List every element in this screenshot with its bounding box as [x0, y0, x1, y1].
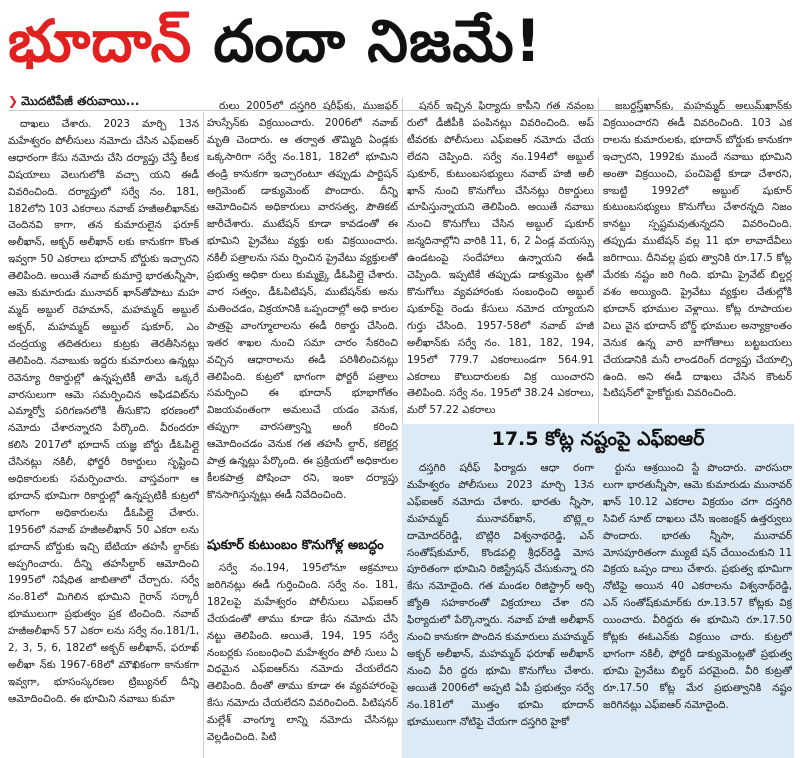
column-2b-text: సర్వే నం.194, 195లోనూ అక్రమాలు జరిగినట్లు ఈడీ గుర్తించింది. సర్వే నం. 181, 182లపై మహేశ్వరం పోలీసులు ఎఫ్ఐఆర్ చేయడంతో తాము కూడా కేసు నమోదు చేసి నట్టు తెలిపింది. అయితే, 194, 195 సర్వే నంబర్లకు సంబంధించి మహేశ్వరం పోలీ సులు ఏ విధమైన ఎఫ్ఐఆర్‌ను నమోదు చేయలేదని తెలిపింది. దీంతో తాము కూడా ఈ వ్యవహారంపై కేసు నమోదు చేయలేదని వివరించింది. పిటిషనర్ మల్లేశ్ వాంగ్మూ లాన్ని నమోదు చేసినట్లు వెల్లడించింది. పిటి [207, 562, 398, 744]
sidebar-right-text: ర్టును ఆశ్రయించి స్టే పొందారు. వారసురా లుగా భారతున్నీసా, ఆమె కుమారుడు మునావర్ ఖాన్ 10.12 ఎకరాల విక్రయం చగా దస్తగిరి సివిల్ సూట్ దాఖలు చేసి ఇంజంక్షన్ ఉత్తర్వులు పొందారు. భారతు న్నీసా, మునావర్ మోసపూరితంగా మ్యుటే షన్ చేయించుకుని 11 విక్రయ ఒప్పం దాలు చేశారు. ప్రభుత్వ భూమిగా నోటిఫై అయిన 40 ఎకరాలను విశ్వనాథ్‌రెడ్డి, ఎన్ సంతోష్‌కుమార్‌కు రూ.13.57 కోట్లకు విక్ర యించారు. వీరిద్దరు ఈ భూమిని రూ.17.50 కోట్లకు ఈఓఎన్‌కు విక్రయిం చారు. కుట్రలో భాగంగా నకిలీ, ఫోర్జరీ డాక్యుమెంట్లతో ప్రభుత్వ భూమి ప్రైవేటు బిల్డర్ పరమైంది. వీరి కుట్రతో రూ.17.50 కోట్ల మేర ప్రభుత్వానికి నష్టం జరిగినట్లు ఎఫ్ఐఆర్ నమోదైంది. [603, 462, 792, 711]
column-1-text: దాఖలు చేశారు. 2023 మార్చి 13న మహేశ్వరం పోలీసులు నమోదు చేసిన ఎఫ్ఐఆర్ ఆధారంగా కేసు నమోదు చేసి దర్యాప్తు చేస్తే కీలక విషయాలు వెలుగులోకి వచ్చా యని ఈడీ వివరించింది. దర్యాప్తులో సర్వే నం. 181, 182లోని 103 ఎకరాలు నవాబ్ హజీఅలీఖాన్‌కు చెందినవి కాగా, తన కుమారులైన ఫరూక్ అలీఖాన్, అక్బర్ అలీఖాన్ లకు కానుకగా కొంత ఇవ్వగా 50 ఎకరాలు భూదాన్ బోర్డుకు ఇచ్చారని తెలిపింది. అయితే నవాబ్ కుమార్తె భారతున్నీసా, ఆమె కుమారుడు మునావర్ ఖాన్‌తోపాటు మహ మ్మద్ అబ్దుల్ రెహమాన్, మహమ్మద్ అబ్దుల్ అక్బర్, మహమ్మద్ అబ్దుల్ షుకూర్, ఎం చంద్రయ్య తదితరులు కుట్రకు తెరతీసినట్లు తెలిపింది. నవాబుకు ఇద్దరు కుమారులు ఉన్నట్లు రెవెన్యూ రికార్డుల్లో ఉన్నప్పటికీ తామే ఒక్కరే వారసులుగా ఆమె సమర్పించిన అఫిడవిట్‌ను ఎమ్మార్వో పరిగణనలోకి తీసుకొని భరణంలో నమోదు చేశారన్నారని పేర్కొంది. వీరందరూ కలిసి 2017లో భూదాన్ యజ్ఞ బోర్డు డీఓపిల్లై చేసినట్లు నకిలీ, ఫోర్జరీ రికార్డులు సృష్టించి అధికారులకు సమర్పించారు. వాస్తవంగా ఆ భూదాన్ భూమిగా రికార్డుల్లో ఉన్నప్పటికీ కుట్రలో భాగంగా అధికారులను డీఓపిల్లై చేశారు. 1956లో నవాబ్ హజీఅలీఖాన్ 50 ఎకరా లను భూదాన్ బోర్డుకు ఇచ్చి బేటియా తహసీ ల్దార్‌కు అప్పగించారు. దీన్ని తహసీల్దార్ ఆమోదించి 1995లో నిషేధిత జాబితాలో చేర్చారు. సర్వే నం.81లో మిగిలిన భూమిని గైరాన్ సర్కారీ భూములుగా ప్రభుత్వం ప్రక టించింది. నవాబ్ హజీఅలీఖాన్ 57 ఎకరా లను సర్వే నం.181/1, 2, 3, 5, 6, 182లో అక్బర్ అలీఖాన్, ఫరూఖ్ అలీఖా న్‌కు 1967-68లో మౌఖికంగా కానుకగా ఇవ్వగా, భూసంస్కరణల ట్రిబ్యునల్ దీన్ని ఆమోదించింది. ఈ భూమిని నవాబు కుమా [8, 118, 199, 705]
column-4 [603, 98, 792, 420]
sidebar-column-right [603, 460, 792, 758]
column-4-text: జబర్దస్త్‌ఖాన్‌కు, మహమ్మద్ అలుమ్‌ఖాన్‌కు విక్రయించారని ఈడీ వివరించింది. 103 ఎక రాలను కుమారులకు, భూదాన్ బోర్డుకు కానుకగా ఇచ్చారని, 1992కు ముందే నవాబు భూమిని అంతా విక్రయించి, పంచిపెట్టే కూడా చేశారని, కాబట్టి 1992లో అబ్దుల్ షుకూర్ కుటుంబసభ్యులు కొనుగోలు చేశారన్నది నిజం కానట్టు స్పష్టమవుతున్నదని వివరించింది. తప్పుడు ముటేషన్ వల్ల 11 భూ లావాదేవీలు జరిగాయి. దీనివల్ల ప్రభు త్వానికి రూ.17.5 కోట్ల మేరకు నష్టం జరి గింది. భూమి ప్రైవేట్ బిల్డర్ల వశం అయ్యింది. ప్రైవేటు వ్యక్తుల చేతుల్లోకి భూదాన్ భూముల వెళ్లాయి. కోట్ల రూపాయల విలు వైన భూదాన్ బోర్డ్ భూముల అన్యాక్రాంతం వెనుక ఉన్న వారి బాగోతాలు బట్టబయలు చేయడానికి మనీ లాండరింగ్ దర్యాప్తు చేయాల్సి ఉంది. అని ఈడీ దాఖలు చేసిన కౌంటర్ పిటిషన్‌లో హైకోర్టుకు వివరించింది. [603, 100, 792, 400]
column-divider [203, 112, 204, 758]
kicker [8, 94, 139, 111]
column-divider [402, 98, 403, 424]
sidebar-column-left [407, 460, 594, 758]
kicker-text: మొదటిపేజీ తరువాయి... [21, 94, 140, 108]
column-1 [8, 116, 199, 758]
headline-part1: భూదాన్ [8, 7, 193, 75]
sidebar-left-text: దస్తగిరి షరీఫ్ ఫిర్యాదు ఆధా రంగా మహేశ్వరం పోలీసులు 2023 మార్చి 13న ఎఫ్ఐఆర్ నమోదు చేశారు. భారతు న్నీసా, మహమ్మద్ మునావర్‌ఖాన్, బొట్ల్లెల దామోదర్‌రెడ్డి, బొట్లిరి విశ్వనాథరెడ్డి, ఎన్ సంతోష్‌కుమార్, కొండపల్లి శ్రీధర్‌రెడ్డి మోస పూరితంగా భూమిని రిజిస్ట్రేషన్ చేసుకున్నా రని కేసు నమోదైంది. గత మండల రిజిస్ట్రార్ అర్చి జ్యోతి సహకారంతో విక్రయాలు చేశా రని ఫిర్యాదులో పేర్కొన్నారు. నవాబ్ హజీ అలీఖాన్ నుంచి కానుకగా పొందిన కుమారులు మహమ్మద్ అక్బర్ అలీఖాన్, మహమ్మద్ ఫరూఖ్ అలీఖాన్ నుంచి వీరి ద్దరు భూమి కొనుగోలు చేశారు. అయితే 2006లో అప్పటి ఏపీ ప్రభుత్వం సర్వే నం.181లో మొత్తం భూమి భూదాన్ భూములుగా నోటిఫై చేయగా దస్తగిరి హైకో [407, 462, 594, 728]
column-2b [207, 560, 398, 758]
subheading-shukur: షుకూర్ కుటుంబం కొనుగోళ్ల అబద్ధం [207, 538, 384, 553]
column-2a-text: రులు 2005లో దస్తగిరి షరీఫ్‌కు, ముజఫర్ హుస్సేన్‌కు విక్రయించారు. 2006లో నవాబ్ మృతి చెందారు. ఆ తర్వాత తొమ్మిది ఏండ్లకు ఒక్కసారిగా సర్వే నం.181, 182లో భూమిని తండ్రి కానుకగా ఇచ్చారంటూ తప్పుడు పార్టిషన్ అగ్రిమెంట్ డాక్యుమెంట్ పొందారు. దీన్ని ఆమోదించిన అధికారులు వారసత్వ, పౌతికట్ జారీచేశారు. ముటేషన్ కూడా కావడంతో ఈ భూమిని ప్రైవేటు వ్యక్తు లకు విక్రయించారు. నకిలీ పత్రాలను సమ ర్పించిన ప్రైవేటు వ్యక్తులతో ప్రభుత్వ అధికా రులు కుమ్మక్కై డీఓపిల్లై చేశారు. వార సత్వం, డీఓపిటిషన్, ముటేషన్‌కు అను మతించడం, విక్రయానికి ఒప్పందాల్లో అధి కారుల పాత్రపై వాంగ్మూలాలను ఈడీ రికార్డు చేసింది. ఇతర శాఖల నుంచి సమా చారం సేకరించి వచ్చిన ఆధారాలను ఈడీ పరిశీలించినట్లు తెలిపింది. కుట్రలో భాగంగా ఫోర్జరీ పత్రాలు సమర్పించి ఈ భూదాన్ భూభాగోతం విజయవంతంగా అమలుచే యడం వెనుక, తప్పుగా వారసత్వాన్ని అంగీ కరించి ఆమోదించడం వెనుక గత తహసీ ల్దార్, కలెక్టర్ల పాత్ర ఉన్నట్లు పేర్కొంది. ఈ ప్రక్రియలో అధికారుల కీలకపాత్ర పోషించా రని, ఇంకా దర్యాప్తు కొనసాగిస్తున్నట్లు ఈడీ నివేదించింది. [207, 100, 398, 501]
column-2a [207, 98, 398, 534]
chevron-right-icon: ❯ [8, 94, 19, 108]
column-3-text: షనర్ ఇచ్చిన ఫిర్యాదు కాపీని గత నవంబ రులో డీజీపీకి పంపినట్లు వివరించింది. అప్ టీవరకు పోలీసులు ఎఫ్ఐఆర్ నమోదు చేయ లేదని చెప్పింది. సర్వే నం.194లో అబ్దుల్ షుకూర్, కుటుంబసభ్యులు నవాబ్ హజీ అలీ ఖాన్ నుంచి కొనుగోలు చేసినట్లు రికార్డులు చూపిస్తున్నాయని తెలిపింది. అయితే నవాబు నుంచి కొనుగోలు చేసిన అబ్దుల్ షుకూర్ జన్మదినాల్లోని వారికి 11, 6, 2 ఏండ్ల వయస్సు ఉండటంపై సందేహాలు ఉన్నాయని ఈడీ చెప్పింది. ఇప్పటికే తప్పుడు డాక్యుమెం ట్లతో కొనుగోలు వ్యవహారంకు సంబంధించి అబ్దుల్ షుకూర్‌పై రెండు కేసులు నమోద య్యాయని గుర్తు చేసింది. 1957-58లో నవాబ్ హజీ అలీఖాన్‌కు సర్వే నం. 181, 182, 194, 195లో 779.7 ఎకరాలుండగా 564.91 ఎకరాలు కౌలుదారులకు విక్ర యించారని తెలిపింది. సర్వే నం. 195లో 38.24 ఎకరాలు, మరో 57.22 ఎకరాలు [407, 100, 594, 417]
column-divider [598, 98, 599, 424]
column-3 [407, 98, 594, 420]
headline [8, 0, 792, 82]
headline-part2: దందా నిజమే! [213, 7, 543, 75]
sidebar-box-title: 17.5 కోట్ల నష్టంపై ఎఫ్ఐఆర్ [491, 428, 705, 450]
